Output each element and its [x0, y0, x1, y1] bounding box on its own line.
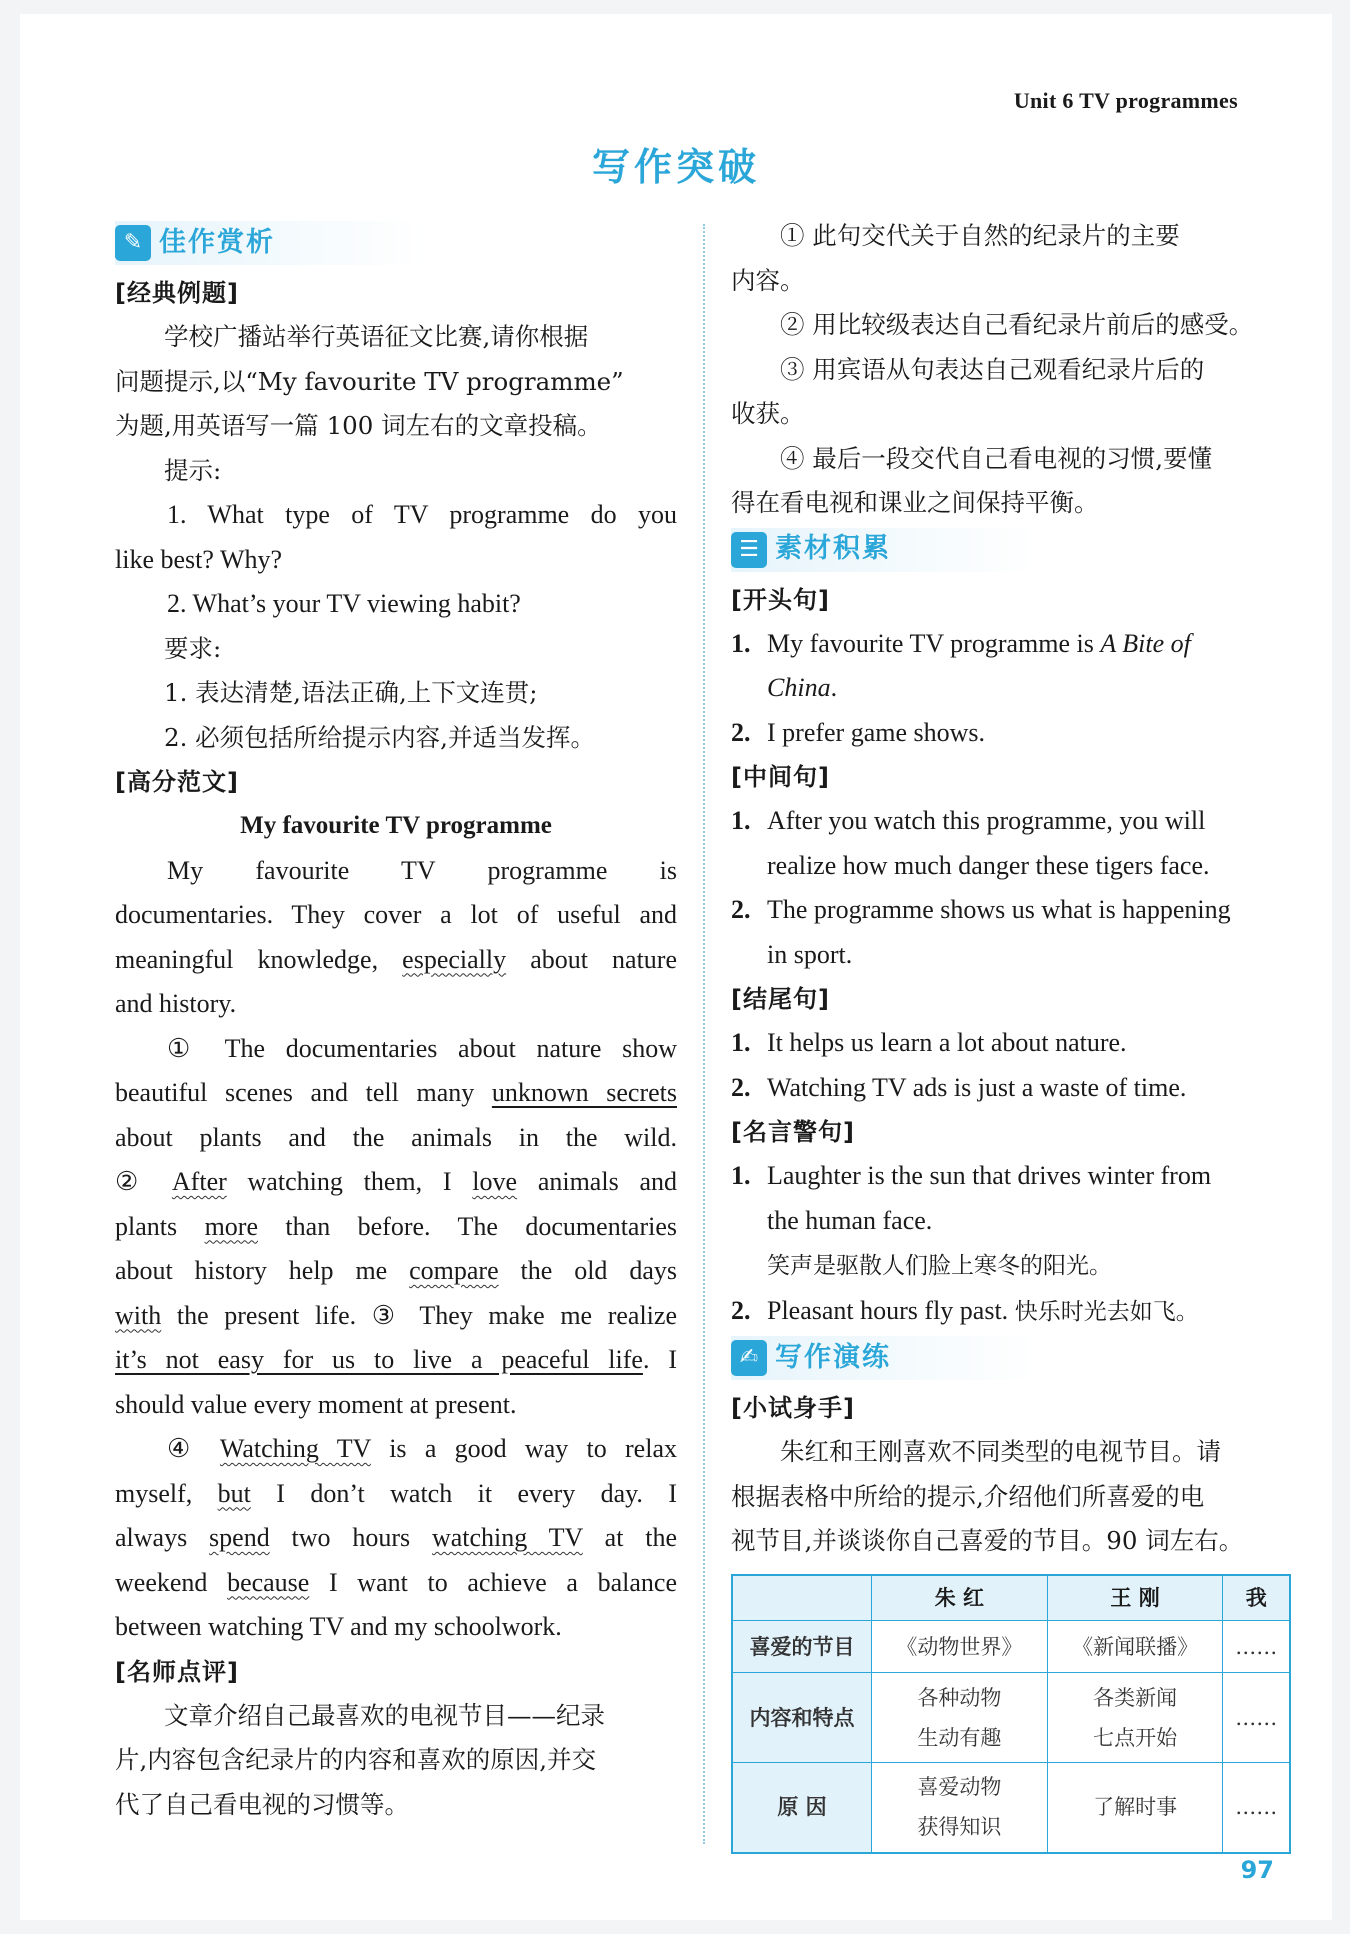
hint-item: like best? Why? — [115, 544, 283, 574]
table-header: 王 刚 — [1047, 1575, 1223, 1621]
comment-line: 代了自己看电视的习惯等。 — [115, 1789, 409, 1819]
sample-label: [高分范文] — [115, 768, 239, 796]
table-row — [732, 1673, 1290, 1763]
books-icon: ☰ — [731, 532, 767, 568]
list-item: 2. Watching TV ads is just a waste of time. — [731, 1072, 1187, 1102]
section-header-materials — [731, 528, 1291, 572]
section-header-appreciation — [115, 221, 677, 265]
unit-header: Unit 6 TV programmes — [1013, 88, 1238, 113]
table-cell: …… — [1223, 1621, 1290, 1673]
middle-label: [中间句] — [731, 763, 830, 791]
essay-line: ② After watching them, I love animals and — [115, 1167, 677, 1196]
essay-line: it’s not easy for us to live a peaceful life. I — [115, 1345, 677, 1374]
table-header-row — [732, 1575, 1290, 1621]
row-label: 内容和特点 — [732, 1673, 872, 1763]
essay-line: with the present life. ③ They make me realize — [115, 1300, 677, 1330]
opening-label: [开头句] — [731, 585, 830, 614]
table-row — [732, 1763, 1290, 1853]
section-header-practice — [731, 1336, 1291, 1380]
prompt-line: 为题,用英语写一篇 100 词左右的文章投稿。 — [115, 411, 602, 440]
row-label: 原 因 — [732, 1763, 872, 1853]
note-line: ③ 用宾语从句表达自己观看纪录片后的 — [780, 354, 1205, 384]
note-line: ① 此句交代关于自然的纪录片的主要 — [780, 221, 1180, 250]
comment-label: [名师点评] — [115, 1657, 239, 1686]
task-line: 根据表格中所给的提示,介绍他们所喜爱的电 — [731, 1481, 1205, 1511]
example-label: [经典例题] — [115, 279, 239, 307]
note-line: ④ 最后一段交代自己看电视的习惯,要懂 — [780, 443, 1213, 473]
table-cell: 《新闻联播》 — [1047, 1621, 1223, 1673]
essay-line: plants more than before. The documentaries — [115, 1211, 677, 1241]
page-title: 写作突破 — [591, 145, 760, 189]
page — [20, 14, 1332, 1920]
quotes-label: [名言警句] — [731, 1118, 855, 1146]
info-table — [731, 1574, 1291, 1854]
table-row — [732, 1621, 1290, 1673]
list-item: 1. My favourite TV programme is A Bite of China. — [731, 628, 1191, 702]
prompt-line: 学校广播站举行英语征文比赛,请你根据 — [164, 322, 589, 351]
essay-line: myself, but I don’t watch it every day. I — [115, 1478, 677, 1508]
essay-line: ① The documentaries about nature show — [167, 1033, 677, 1063]
table-cell: 了解时事 — [1047, 1763, 1223, 1853]
list-item: 1. It helps us learn a lot about nature. — [731, 1028, 1127, 1057]
essay-title: My favourite TV programme — [240, 812, 552, 839]
essay-line: should value every moment at present. — [115, 1389, 517, 1419]
table-header: 朱 红 — [872, 1575, 1048, 1621]
table-cell: 各类新闻 七点开始 — [1047, 1673, 1223, 1763]
essay-line: about history help me compare the old days — [115, 1256, 677, 1285]
row-label: 喜爱的节目 — [732, 1621, 872, 1673]
hint-label: 提示: — [164, 455, 222, 485]
table-cell: 喜爱动物 获得知识 — [872, 1763, 1048, 1853]
note-line: 得在看电视和课业之间保持平衡。 — [731, 488, 1099, 517]
list-item: 2. Pleasant hours fly past. 快乐时光去如飞。 — [731, 1295, 1199, 1325]
table-cell: …… — [1223, 1763, 1290, 1853]
task-line: 视节目,并谈谈你自己喜爱的节目。90 词左右。 — [731, 1526, 1244, 1555]
table-header — [732, 1575, 872, 1621]
essay-line: documentaries. They cover a lot of useful and — [115, 900, 677, 929]
section-title: 写作演练 — [775, 1341, 891, 1373]
list-item: 1. Laughter is the sun that drives winter from the human face. 笑声是驱散人们脸上寒冬的阳光。 — [731, 1161, 1212, 1279]
essay-line: My favourite TV programme is — [167, 855, 677, 885]
left-column — [115, 219, 677, 1827]
writing-icon: ✍ — [731, 1340, 767, 1376]
requirement-label: 要求: — [164, 633, 222, 663]
essay-line: between watching TV and my schoolwork. — [115, 1612, 562, 1641]
table-cell: 各种动物 生动有趣 — [872, 1673, 1048, 1763]
essay-line: about plants and the animals in the wild. — [115, 1122, 677, 1152]
requirement-item: 2. 必须包括所给提示内容,并适当发挥。 — [164, 722, 595, 752]
section-title: 素材积累 — [775, 533, 891, 565]
table-header: 我 — [1223, 1575, 1290, 1621]
section-title: 佳作赏析 — [159, 226, 275, 258]
note-line: ② 用比较级表达自己看纪录片前后的感受。 — [780, 310, 1254, 339]
try-label: [小试身手] — [731, 1394, 855, 1422]
list-item: 1. After you watch this programme, you will realize how much danger these tigers face. — [731, 806, 1210, 880]
list-item: 2. The programme shows us what is happening in sport. — [731, 895, 1231, 969]
hint-item: 2. What’s your TV viewing habit? — [167, 589, 521, 618]
table-cell: …… — [1223, 1673, 1290, 1763]
list-item: 2. I prefer game shows. — [731, 717, 986, 747]
pencil-icon: ✎ — [115, 225, 151, 261]
requirement-item: 1. 表达清楚,语法正确,上下文连贯; — [164, 678, 538, 707]
column-divider — [703, 224, 705, 1844]
ending-label: [结尾句] — [731, 985, 830, 1013]
comment-line: 文章介绍自己最喜欢的电视节目——纪录 — [164, 1700, 605, 1730]
table-cell: 《动物世界》 — [872, 1621, 1048, 1673]
essay-line: weekend because I want to achieve a balance — [115, 1567, 677, 1597]
essay-line: meaningful knowledge, especially about nature — [115, 944, 677, 974]
note-line: 收获。 — [731, 399, 805, 428]
hint-item: 1. What type of TV programme do you — [167, 500, 677, 529]
task-line: 朱红和王刚喜欢不同类型的电视节目。请 — [780, 1437, 1221, 1466]
note-line: 内容。 — [731, 265, 805, 295]
right-column — [731, 214, 1291, 1854]
essay-line: and history. — [115, 989, 237, 1018]
prompt-line: 问题提示,以“My favourite TV programme” — [115, 366, 624, 396]
comment-line: 片,内容包含纪录片的内容和喜欢的原因,并交 — [115, 1745, 597, 1774]
page-number: 97 — [1240, 1856, 1274, 1884]
essay-line: beautiful scenes and tell many unknown secrets — [115, 1078, 678, 1107]
essay-line: always spend two hours watching TV at the — [115, 1523, 678, 1552]
essay-line: ④ Watching TV is a good way to relax — [167, 1434, 677, 1463]
essay-text — [115, 849, 677, 1650]
